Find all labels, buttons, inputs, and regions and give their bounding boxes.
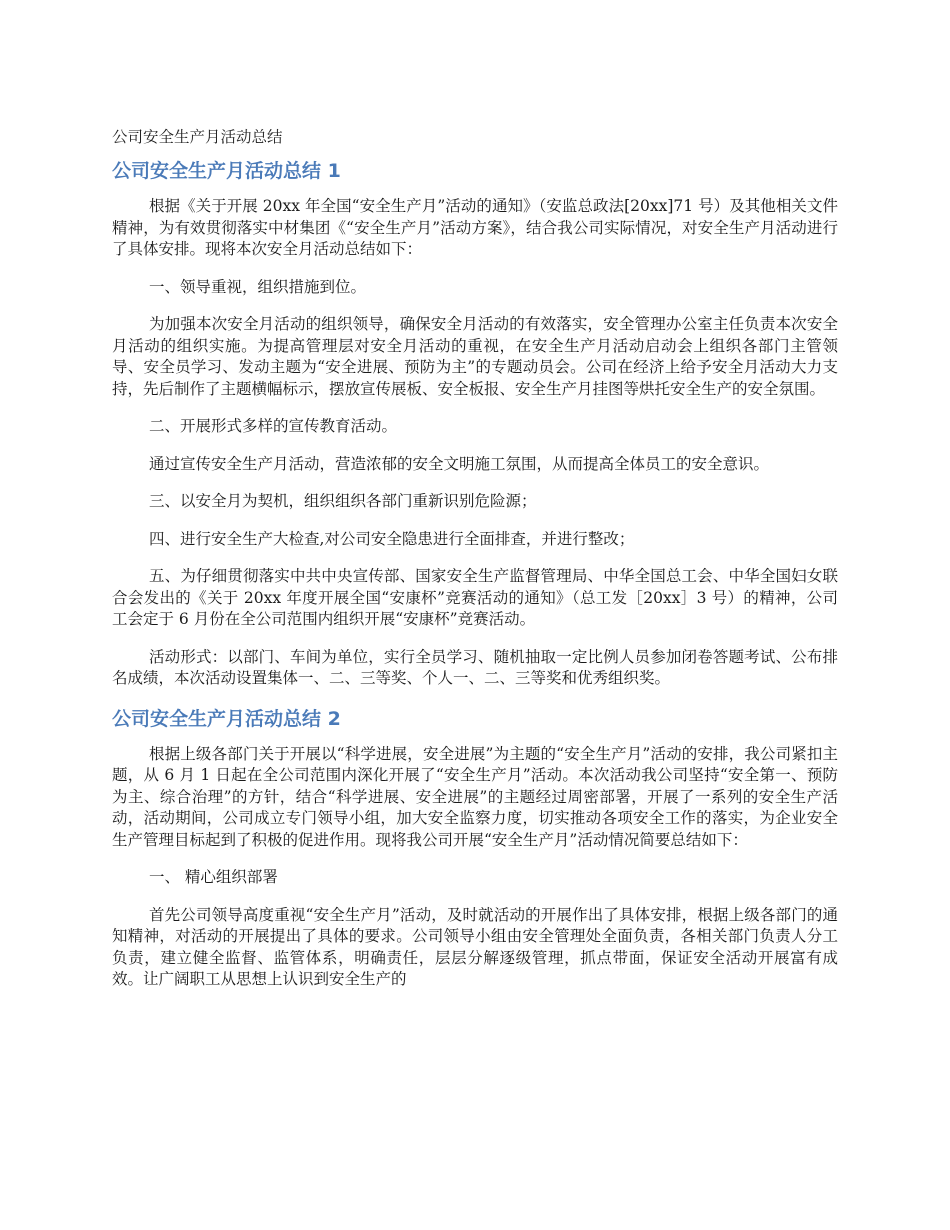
paragraph: 一、领导重视，组织措施到位。 [149, 277, 367, 296]
paragraph: 活动形式：以部门、车间为单位，实行全员学习、随机抽取一定比例人员参加闭卷答题考试、公布排名成绩，本次活动设置集体一、二、三等奖、个人一、二、三等奖和优秀组织奖。 [112, 647, 838, 687]
paragraph: 根据上级各部门关于开展以“科学进展，安全进展”为主题的“安全生产月”活动的安排，我公司紧扣主题，从 6 月 1 日起在全公司范围内深化开展了“安全生产月”活动。本次活动我公司坚持“安全第一、预防为主、综合治理”的方针，结合“科学进展、安全进展”的主题经过周密部署，开展了一系列的安全生产活动，活动期间，公司成立专门领导小组，加大安全监察力度，切实推动各项安全工作的落实，为企业安全生产管理目标起到了积极的促进作用。现将我公司开展“安全生产月”活动情况简要总结如下： [112, 744, 838, 849]
paragraph: 通过宣传安全生产月活动，营造浓郁的安全文明施工氛围，从而提高全体员工的安全意识。 [149, 454, 770, 473]
paragraph: 为加强本次安全月活动的组织领导，确保安全月活动的有效落实，安全管理办公室主任负责本次安全月活动的组织实施。为提高管理层对安全月活动的重视，在安全生产月活动启动会上组织各部门主管领导、安全员学习、发动主题为“安全进展、预防为主”的专题动员会。公司在经济上给予安全月活动大力支持，先后制作了主题横幅标示，摆放宣传展板、安全板报、安全生产月挂图等烘托安全生产的安全氛围。 [112, 315, 838, 398]
paragraph: 首先公司领导高度重视“安全生产月”活动，及时就活动的开展作出了具体安排，根据上级各部门的通知精神，对活动的开展提出了具体的要求。公司领导小组由安全管理处全面负责，各相关部门负责人分工负责，建立健全监督、监管体系，明确责任，层层分解逐级管理，抓点带面，保证安全活动开展富有成效。让广阔职工从思想上认识到安全生产的 [112, 905, 838, 988]
section-heading-2: 公司安全生产月活动总结 2 [112, 707, 341, 730]
paragraph: 三、以安全月为契机，组织组织各部门重新识别危险源； [149, 492, 537, 510]
document-page [112, 126, 838, 1005]
document-title: 公司安全生产月活动总结 [112, 128, 283, 146]
paragraph: 四、进行安全生产大检查,对公司安全隐患进行全面排查，并进行整改； [149, 529, 635, 548]
paragraph: 五、为仔细贯彻落实中共中央宣传部、国家安全生产监督管理局、中华全国总工会、中华全国妇女联合会发出的《关于 20xx 年度开展全国“安康杯”竞赛活动的通知》（总工发［20xx］3 号）的精神，公司工会定于 6 月份在全公司范围内组织开展“安康杯”竞赛活动。 [112, 567, 838, 628]
section-heading-1: 公司安全生产月活动总结 1 [112, 160, 341, 182]
paragraph: 二、开展形式多样的宣传教育活动。 [149, 417, 398, 435]
paragraph: 一、 精心组织部署 [149, 868, 278, 886]
paragraph: 根据《关于开展 20xx 年全国“安全生产月”活动的通知》（安监总政法[20xx]71 号）及其他相关文件精神，为有效贯彻落实中材集团《“安全生产月”活动方案》，结合我公司实际情况，对安全生产月活动进行了具体安排。现将本次安全月活动总结如下： [112, 197, 838, 258]
